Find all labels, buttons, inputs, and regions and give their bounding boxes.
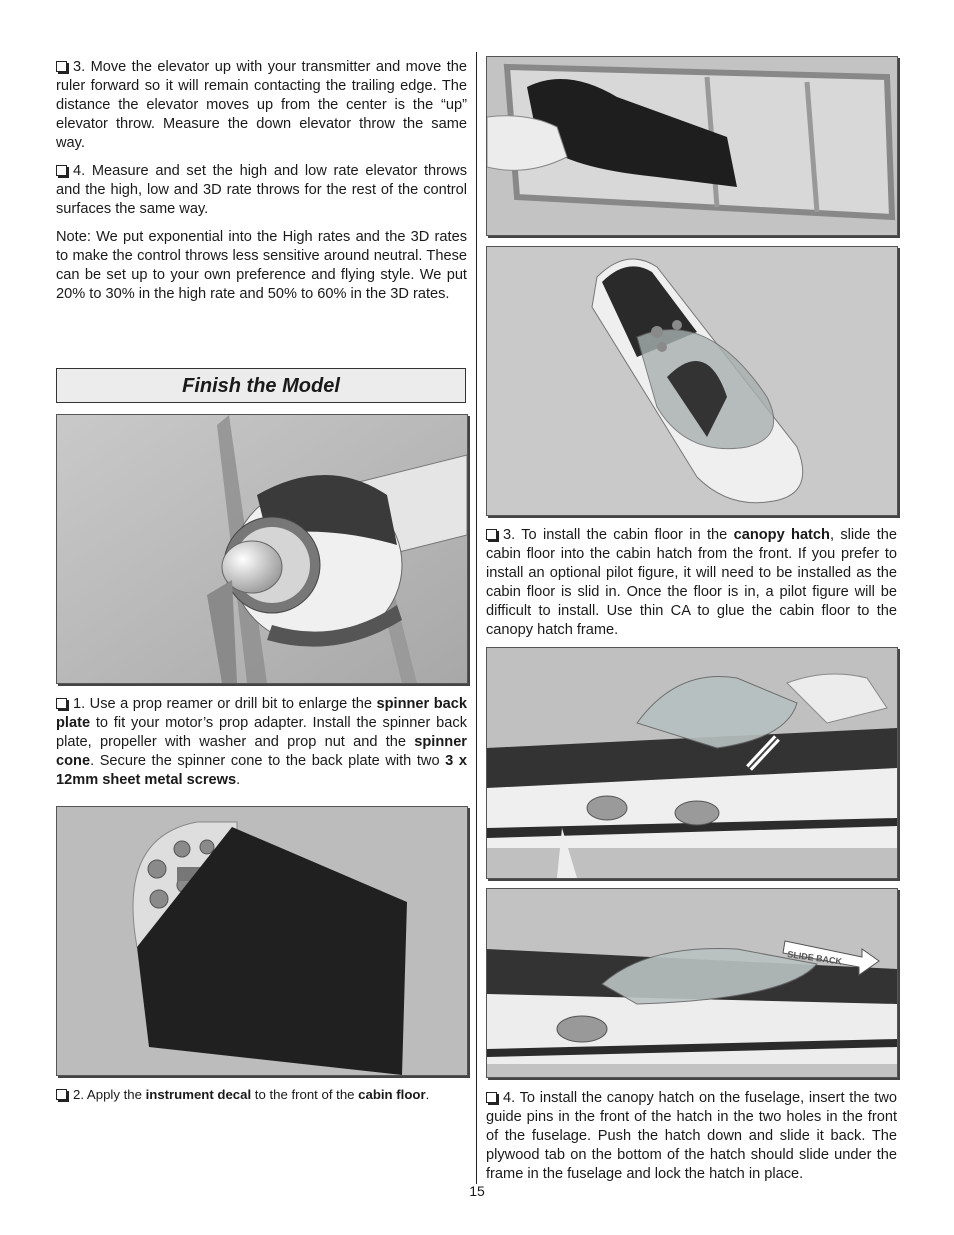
step-3-text: 3. Move the elevator up with your transmitter and move the ruler forward so it will remain contacting the trailing edge. The distance the elevator moves up from the center is the “up” elevator throw. Measure the down elevator throw the same way.: [56, 59, 467, 151]
checkbox-icon[interactable]: [56, 165, 67, 176]
checkbox-icon[interactable]: [486, 529, 497, 540]
section-title: Finish the Model: [182, 375, 340, 397]
photo-canopy-install: [486, 647, 898, 879]
checkbox-icon[interactable]: [56, 61, 67, 72]
slide-back-label: SLIDE BACK: [786, 949, 843, 967]
page-number: 15: [469, 1183, 485, 1199]
photo-instrument-decal: [56, 806, 468, 1076]
checkbox-icon[interactable]: [56, 698, 67, 709]
photo-canopy-slide-back: [486, 888, 898, 1078]
checkbox-icon[interactable]: [56, 1089, 67, 1100]
finish-step-1-text: 1. Use a prop reamer or drill bit to enlarge the spinner back plate to fit your motor’s prop adapter. Install the spinner back plate, propeller with washer and prop nut and the spinner cone. Secure the spinner cone to the back plate with two 3 x 12mm sheet metal screws.: [56, 696, 467, 788]
checkbox-icon[interactable]: [486, 1092, 497, 1103]
finish-step-2-text: 2. Apply the instrument decal to the front of the cabin floor.: [56, 1086, 476, 1104]
step-4-text: 4. Measure and set the high and low rate elevator throws and the high, low and 3D rate throws for the rest of the control surfaces the same way.: [56, 163, 467, 217]
photo-cabin-floor-insert: [486, 56, 898, 236]
column-divider: [476, 52, 477, 1184]
note-text: Note: We put exponential into the High rates and the 3D rates to make the control throws less sensitive around neutral. These can be set up to your own preference and flying style. We put 20% to 30% in the high rate and 50% to 60% in the 3D rates.: [56, 229, 467, 302]
photo-canopy-hatch: [486, 246, 898, 516]
finish-step-4-text: 4. To install the canopy hatch on the fuselage, insert the two guide pins in the front of the hatch in the two holes in the front of the fuselage. Push the hatch down and slide it back. The plywood tab on the bottom of the hatch should slide under the frame in the fuselage and lock the hatch in place.: [486, 1090, 897, 1182]
section-title-box: [56, 368, 466, 403]
finish-step-3-text: 3. To install the cabin floor in the canopy hatch, slide the cabin floor into the cabin hatch from the front. If you prefer to install an optional pilot figure, it will need to be installed as the cabin floor is slid in. Once the floor is in, a pilot figure will be difficult to install. Use thin CA to glue the cabin floor to the canopy hatch frame.: [486, 527, 897, 638]
photo-spinner-propeller: [56, 414, 468, 684]
